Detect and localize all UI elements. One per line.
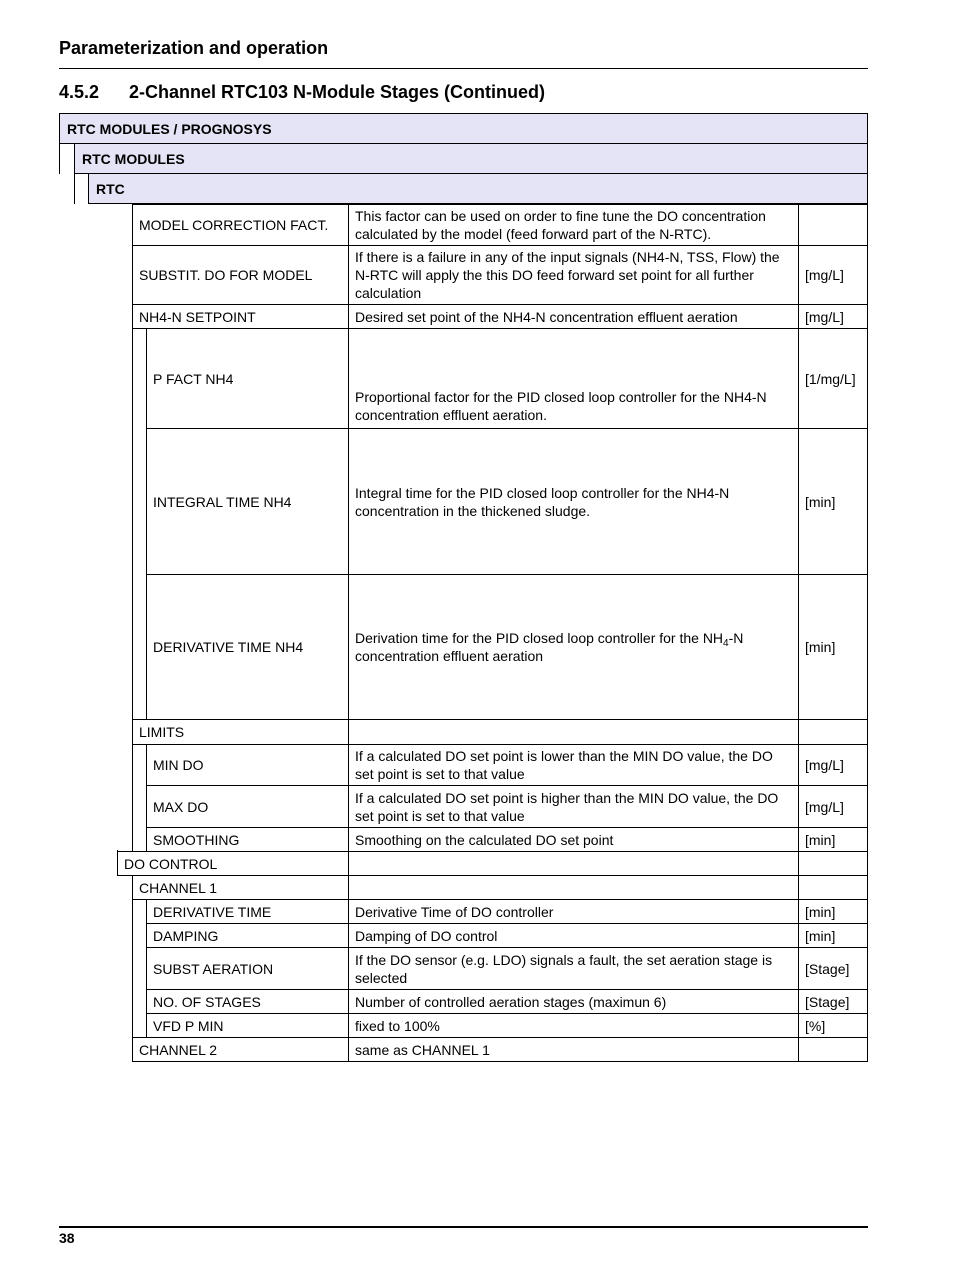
param-name: MODEL CORRECTION FACT. [139, 217, 329, 233]
param-desc: This factor can be used on order to fine tune the DO concentration calculated by the model (feed forward part of the N-RTC). [355, 208, 766, 242]
param-name: VFD P MIN [153, 1017, 224, 1034]
param-desc [355, 629, 792, 665]
page-number: 38 [59, 1230, 75, 1246]
desc-part: -N concentration effluent aeration [355, 630, 744, 664]
param-desc-cell [348, 204, 799, 246]
param-unit-cell [798, 785, 868, 828]
param-desc-cell [348, 1037, 799, 1062]
param-name-cell [146, 574, 349, 720]
indent-line [74, 173, 75, 204]
param-name-cell [146, 827, 349, 852]
param-name: DERIVATIVE TIME NH4 [153, 639, 304, 655]
param-name-cell [146, 947, 349, 990]
param-unit: [min] [805, 639, 836, 655]
param-unit-cell [798, 304, 868, 329]
param-name: NO. OF STAGES [153, 993, 261, 1010]
param-name-cell [132, 304, 349, 329]
param-name: CHANNEL 2 [139, 1041, 218, 1058]
param-name-cell [132, 245, 349, 305]
param-desc-cell [348, 1013, 799, 1038]
param-desc-cell [348, 947, 799, 990]
param-desc-cell [348, 851, 799, 876]
param-name-cell [146, 744, 349, 786]
param-name-cell [117, 851, 349, 876]
param-desc: same as CHANNEL 1 [355, 1041, 490, 1058]
param-desc: Integral time for the PID closed loop controller for the NH4-N concentration in the thickened sludge. [355, 484, 730, 519]
band-rtc-modules: RTC MODULES [74, 143, 868, 174]
param-name-cell [146, 989, 349, 1014]
param-name: DAMPING [153, 927, 219, 944]
param-unit-cell [798, 1037, 868, 1062]
param-unit-cell [798, 744, 868, 786]
param-name: MIN DO [153, 757, 204, 773]
subsection-title: 2-Channel RTC103 N-Module Stages (Continued) [129, 82, 546, 102]
param-unit: [Stage] [805, 960, 850, 977]
param-name-cell [132, 1037, 349, 1062]
param-name: NH4-N SETPOINT [139, 308, 256, 325]
param-name: SUBSTIT. DO FOR MODEL [139, 267, 313, 283]
param-desc-cell [348, 989, 799, 1014]
param-desc: Desired set point of the NH4-N concentration effluent aeration [355, 308, 738, 325]
subsection-number: 4.5.2 [59, 82, 100, 102]
param-name: MAX DO [153, 798, 209, 815]
param-name: CHANNEL 1 [139, 879, 218, 896]
footer-rule [59, 1226, 868, 1228]
param-unit: [%] [805, 1017, 826, 1034]
param-unit-cell [798, 574, 868, 720]
param-unit: [min] [805, 927, 836, 944]
param-desc: Damping of DO control [355, 927, 498, 944]
param-name: LIMITS [139, 724, 185, 740]
param-unit-cell [798, 851, 868, 876]
param-desc: Smoothing on the calculated DO set point [355, 831, 614, 848]
indent-line [132, 898, 133, 1037]
param-desc-cell [348, 428, 799, 575]
param-name-cell [132, 875, 349, 900]
param-desc-cell [348, 875, 799, 900]
param-desc-cell [348, 574, 799, 720]
param-unit-cell [798, 989, 868, 1014]
subsection-heading [59, 82, 545, 103]
desc-part: Derivation time for the PID closed loop controller for the NH [355, 630, 724, 646]
param-desc-cell [348, 785, 799, 828]
param-name-cell [146, 1013, 349, 1038]
param-name-cell [132, 719, 349, 745]
param-unit: [mg/L] [805, 798, 844, 815]
param-unit-cell [798, 719, 868, 745]
param-desc-cell [348, 719, 799, 745]
param-name-cell [146, 899, 349, 924]
section-header: Parameterization and operation [59, 38, 329, 58]
param-desc-cell [348, 899, 799, 924]
param-desc-cell [348, 744, 799, 786]
param-name-cell [146, 328, 349, 429]
param-name: DERIVATIVE TIME [153, 903, 272, 920]
param-unit: [mg/L] [805, 308, 844, 325]
header-rule [59, 68, 868, 69]
param-name-cell [132, 204, 349, 246]
desc-subscript: 4 [723, 638, 729, 649]
param-unit: [min] [805, 493, 836, 510]
param-unit-cell [798, 1013, 868, 1038]
param-name: SUBST AERATION [153, 960, 274, 977]
param-desc-cell [348, 328, 799, 429]
param-unit: [min] [805, 831, 836, 848]
param-unit-cell [798, 947, 868, 990]
param-unit: [Stage] [805, 993, 850, 1010]
param-desc-cell [348, 304, 799, 329]
param-desc: If a calculated DO set point is higher than the MIN DO value, the DO set point is set to that value [355, 789, 779, 824]
param-desc: If the DO sensor (e.g. LDO) signals a fault, the set aeration stage is selected [355, 951, 773, 986]
param-name-cell [146, 923, 349, 948]
param-unit-cell [798, 428, 868, 575]
param-desc: Derivative Time of DO controller [355, 903, 554, 920]
param-unit-cell [798, 875, 868, 900]
param-name-cell [146, 785, 349, 828]
param-unit-cell [798, 827, 868, 852]
indent-line [132, 744, 133, 851]
indent-line [132, 328, 133, 720]
param-name: DO CONTROL [124, 855, 218, 872]
band-rtc-modules-prognosys: RTC MODULES / PROGNOSYS [59, 113, 868, 144]
param-desc: fixed to 100% [355, 1017, 440, 1034]
param-unit-cell [798, 245, 868, 305]
param-unit-cell [798, 204, 868, 246]
param-unit: [mg/L] [805, 757, 844, 773]
indent-line [59, 143, 60, 174]
param-name: SMOOTHING [153, 831, 240, 848]
param-unit-cell [798, 923, 868, 948]
param-desc: Proportional factor for the PID closed loop controller for the NH4-N concentration effluent aeration. [355, 389, 767, 423]
param-desc-cell [348, 245, 799, 305]
param-name: INTEGRAL TIME NH4 [153, 493, 292, 510]
param-desc: If a calculated DO set point is lower than the MIN DO value, the DO set point is set to that value [355, 748, 773, 782]
param-name: P FACT NH4 [153, 370, 234, 387]
param-desc-cell [348, 923, 799, 948]
param-unit: [min] [805, 903, 836, 920]
param-desc: If there is a failure in any of the input signals (NH4-N, TSS, Flow) the N-RTC will apply the this DO feed forward set point for all further calculation [355, 249, 780, 301]
param-desc-cell [348, 827, 799, 852]
param-unit-cell [798, 899, 868, 924]
param-unit: [mg/L] [805, 267, 844, 283]
param-unit-cell [798, 328, 868, 429]
param-desc: Number of controlled aeration stages (maximun 6) [355, 993, 667, 1010]
band-rtc: RTC [88, 173, 868, 204]
param-name-cell [146, 428, 349, 575]
param-unit: [1/mg/L] [805, 370, 856, 387]
